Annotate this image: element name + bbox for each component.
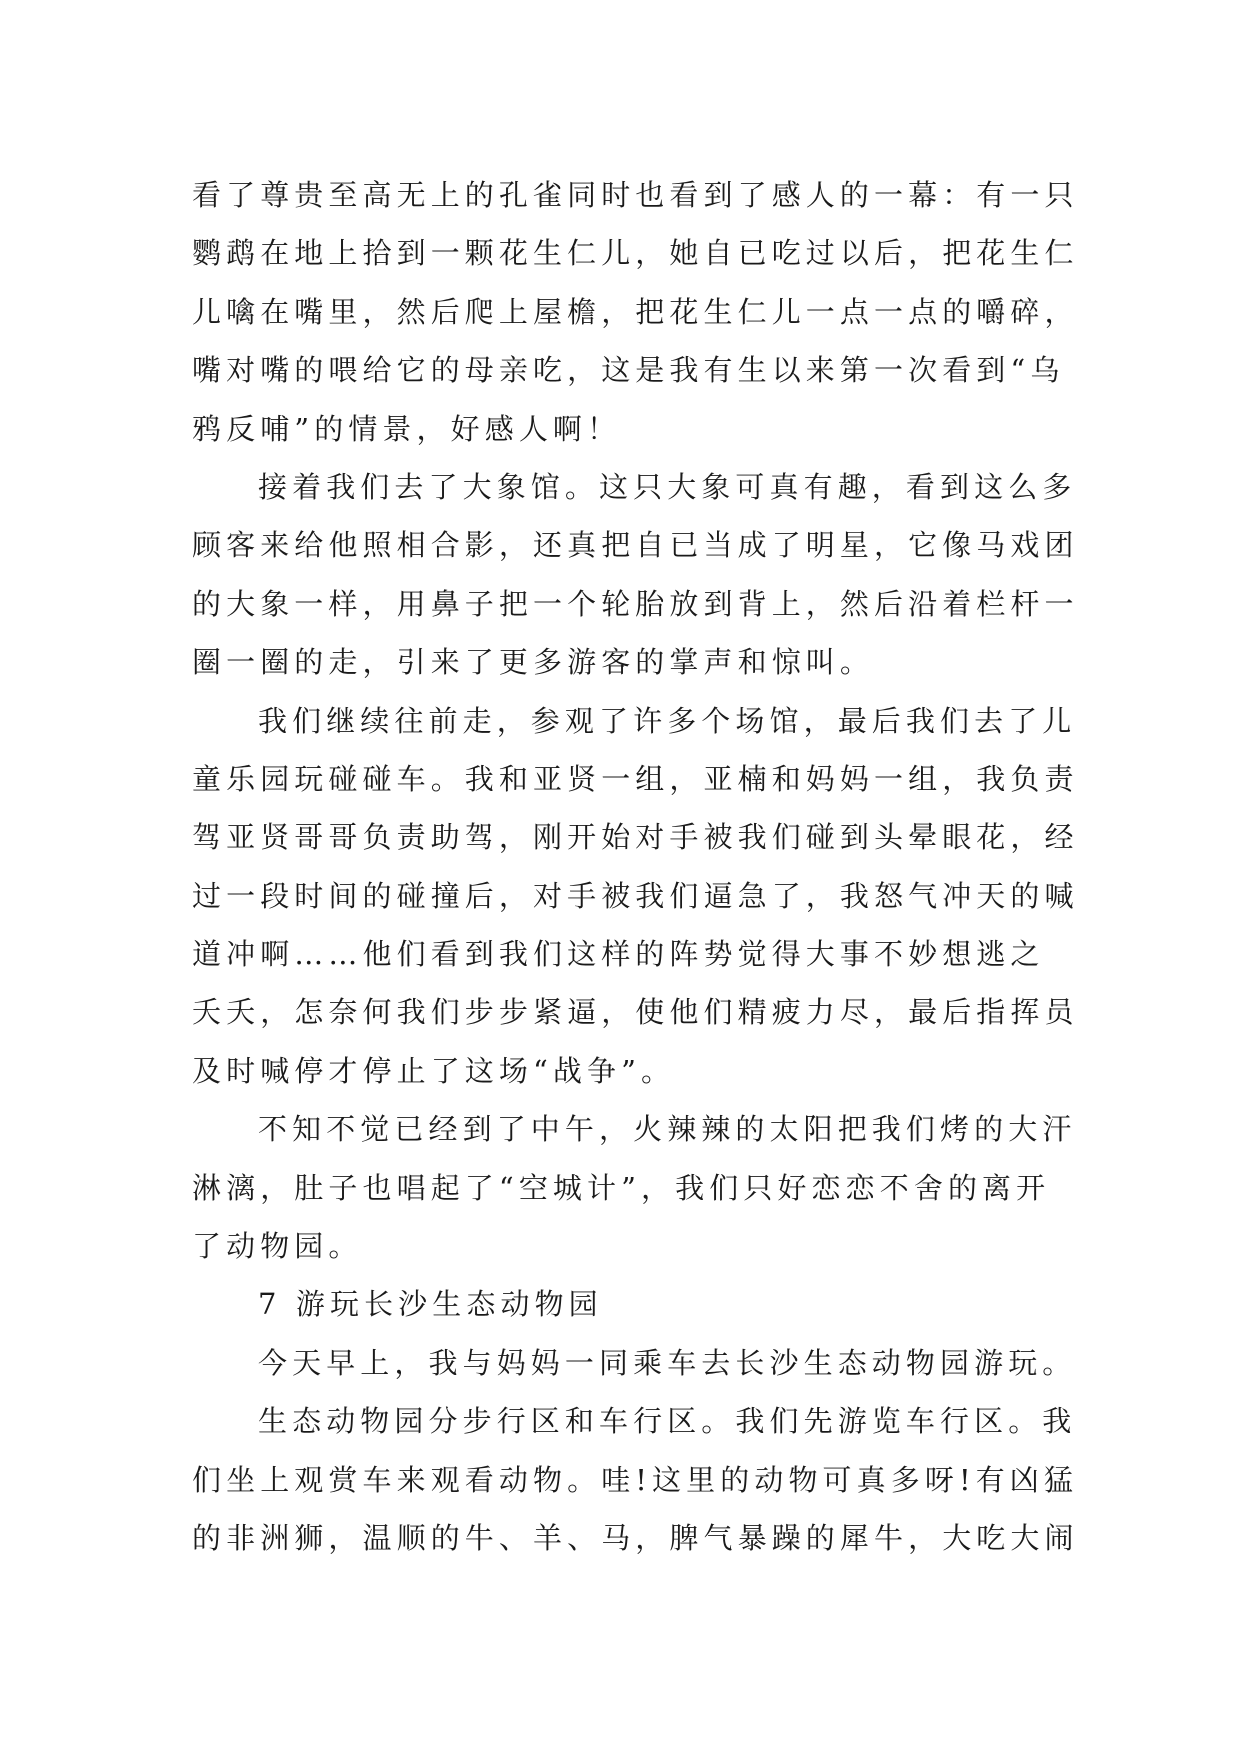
paragraph-first-line: 今天早上，我与妈妈一同乘车去长沙生态动物园游玩。 (258, 1345, 1077, 1380)
text-line: 圈一圈的走，引来了更多游客的掌声和惊叫。 (192, 645, 875, 680)
paragraph-first-line: 生态动物园分步行区和车行区。我们先游览车行区。我 (258, 1404, 1077, 1439)
paragraph-first-line: 不知不觉已经到了中午，火辣辣的太阳把我们烤的大汗 (258, 1112, 1077, 1147)
text-line: 驾亚贤哥哥负责助驾，刚开始对手被我们碰到头晕眼花，经 (192, 820, 1079, 855)
text-line: 嘴对嘴的喂给它的母亲吃，这是我有生以来第一次看到“乌 (192, 353, 1065, 388)
text-line: 儿噙在嘴里，然后爬上屋檐，把花生仁儿一点一点的嚼碎， (192, 294, 1079, 329)
section-heading: 7 游玩长沙生态动物园 (258, 1287, 603, 1322)
text-line: 过一段时间的碰撞后，对手被我们逼急了，我怒气冲天的喊 (192, 878, 1079, 913)
text-line: 及时喊停才停止了这场“战争”。 (192, 1053, 676, 1088)
text-line: 道冲啊……他们看到我们这样的阵势觉得大事不妙想逃之 (192, 937, 1045, 972)
document-body (192, 166, 1079, 1567)
text-line: 们坐上观赏车来观看动物。哇!这里的动物可真多呀!有凶猛 (192, 1462, 1079, 1497)
text-line: 的非洲狮，温顺的牛、羊、马，脾气暴躁的犀牛，大吃大闹 (192, 1520, 1079, 1555)
text-line: 童乐园玩碰碰车。我和亚贤一组，亚楠和妈妈一组，我负责 (192, 761, 1079, 796)
text-line: 的大象一样，用鼻子把一个轮胎放到背上，然后沿着栏杆一 (192, 586, 1079, 621)
text-line: 鸦反哺”的情景，好感人啊！ (192, 411, 622, 446)
text-line: 顾客来给他照相合影，还真把自已当成了明星，它像马戏团 (192, 528, 1079, 563)
text-line: 夭夭，怎奈何我们步步紧逼，使他们精疲力尽，最后指挥员 (192, 995, 1079, 1030)
text-line: 淋漓，肚子也唱起了“空城计”，我们只好恋恋不舍的离开 (192, 1170, 1051, 1205)
paragraph-first-line: 接着我们去了大象馆。这只大象可真有趣，看到这么多 (258, 469, 1077, 504)
text-line: 看了尊贵至高无上的孔雀同时也看到了感人的一幕：有一只 (192, 178, 1079, 212)
text-line: 鹦鹉在地上拾到一颗花生仁儿，她自已吃过以后，把花生仁 (192, 236, 1079, 271)
paragraph-first-line: 我们继续往前走，参观了许多个场馆，最后我们去了儿 (258, 703, 1077, 738)
text-line: 了动物园。 (192, 1229, 363, 1264)
